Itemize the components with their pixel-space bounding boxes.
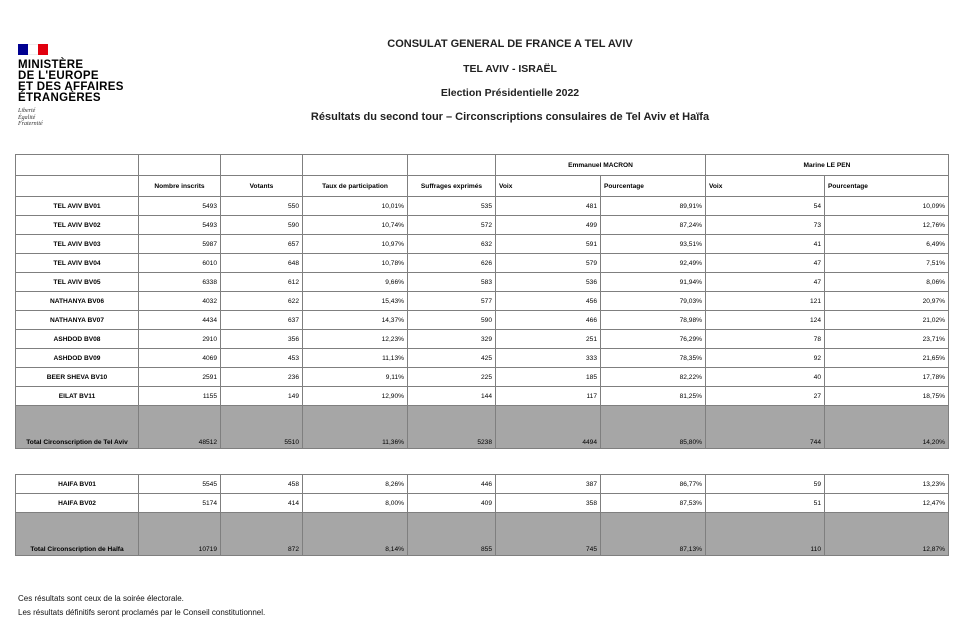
value-cell: 76,29% xyxy=(601,330,706,349)
election-title: Election Présidentielle 2022 xyxy=(440,87,580,99)
value-cell: 18,75% xyxy=(825,387,949,406)
value-cell: 1155 xyxy=(139,387,221,406)
note-evening-results: Ces résultats sont ceux de la soirée électorale. xyxy=(18,594,184,603)
table-row xyxy=(16,330,949,349)
value-cell: 251 xyxy=(496,330,601,349)
value-cell: 577 xyxy=(408,292,496,311)
value-cell: 92 xyxy=(706,349,825,368)
value-cell: 10,74% xyxy=(303,216,408,235)
table-row xyxy=(16,273,949,292)
motto-line: Fraternité xyxy=(18,121,43,127)
ministry-logo xyxy=(18,44,138,128)
french-flag-icon xyxy=(18,44,48,55)
value-cell: 12,90% xyxy=(303,387,408,406)
value-cell: 81,25% xyxy=(601,387,706,406)
ministry-line: ÉTRANGÈRES xyxy=(18,92,101,104)
value-cell: 8,00% xyxy=(303,494,408,513)
value-cell: 87,53% xyxy=(601,494,706,513)
value-cell: 73 xyxy=(706,216,825,235)
polling-station-cell: HAIFA BV02 xyxy=(16,494,139,513)
value-cell: 4494 xyxy=(496,406,601,449)
value-cell: 23,71% xyxy=(825,330,949,349)
value-cell: 79,03% xyxy=(601,292,706,311)
table-row xyxy=(16,311,949,330)
value-cell: 13,23% xyxy=(825,475,949,494)
column-header: Suffrages exprimés xyxy=(408,176,496,197)
column-header: Voix xyxy=(496,176,601,197)
value-cell: 121 xyxy=(706,292,825,311)
value-cell: 612 xyxy=(221,273,303,292)
value-cell: 117 xyxy=(496,387,601,406)
header-empty-cell xyxy=(139,155,221,176)
value-cell: 2910 xyxy=(139,330,221,349)
column-header: Taux de participation xyxy=(303,176,408,197)
value-cell: 40 xyxy=(706,368,825,387)
value-cell: 329 xyxy=(408,330,496,349)
value-cell: 8,14% xyxy=(303,513,408,556)
note-final-results: Les résultats définitifs seront proclamés par le Conseil constitutionnel. xyxy=(18,608,266,617)
value-cell: 21,65% xyxy=(825,349,949,368)
haifa-results-table xyxy=(15,474,949,556)
value-cell: 745 xyxy=(496,513,601,556)
value-cell: 572 xyxy=(408,216,496,235)
table-row xyxy=(16,292,949,311)
value-cell: 855 xyxy=(408,513,496,556)
table-row xyxy=(16,475,949,494)
total-row xyxy=(16,406,949,449)
polling-station-cell: NATHANYA BV06 xyxy=(16,292,139,311)
polling-station-cell: HAIFA BV01 xyxy=(16,475,139,494)
value-cell: 744 xyxy=(706,406,825,449)
value-cell: 5238 xyxy=(408,406,496,449)
total-row xyxy=(16,513,949,556)
value-cell: 550 xyxy=(221,197,303,216)
value-cell: 6010 xyxy=(139,254,221,273)
value-cell: 86,77% xyxy=(601,475,706,494)
value-cell: 466 xyxy=(496,311,601,330)
value-cell: 626 xyxy=(408,254,496,273)
value-cell: 20,97% xyxy=(825,292,949,311)
value-cell: 2591 xyxy=(139,368,221,387)
value-cell: 17,78% xyxy=(825,368,949,387)
header-empty-cell xyxy=(16,155,139,176)
value-cell: 82,22% xyxy=(601,368,706,387)
value-cell: 10,09% xyxy=(825,197,949,216)
table-row xyxy=(16,197,949,216)
value-cell: 14,37% xyxy=(303,311,408,330)
value-cell: 356 xyxy=(221,330,303,349)
value-cell: 59 xyxy=(706,475,825,494)
results-title: Résultats du second tour – Circonscriptions consulaires de Tel Aviv et Haïfa xyxy=(310,111,710,123)
column-header: Nombre inscrits xyxy=(139,176,221,197)
value-cell: 110 xyxy=(706,513,825,556)
value-cell: 5545 xyxy=(139,475,221,494)
polling-station-cell: ASHDOD BV09 xyxy=(16,349,139,368)
header-empty-cell xyxy=(16,176,139,197)
value-cell: 8,06% xyxy=(825,273,949,292)
value-cell: 4069 xyxy=(139,349,221,368)
value-cell: 637 xyxy=(221,311,303,330)
value-cell: 124 xyxy=(706,311,825,330)
ministry-line: DE L'EUROPE xyxy=(18,70,99,82)
value-cell: 591 xyxy=(496,235,601,254)
value-cell: 6338 xyxy=(139,273,221,292)
polling-station-cell: TEL AVIV BV03 xyxy=(16,235,139,254)
value-cell: 579 xyxy=(496,254,601,273)
value-cell: 15,43% xyxy=(303,292,408,311)
column-header: Voix xyxy=(706,176,825,197)
table-row xyxy=(16,216,949,235)
candidate-header-macron: Emmanuel MACRON xyxy=(496,155,706,176)
polling-station-cell: ASHDOD BV08 xyxy=(16,330,139,349)
value-cell: 409 xyxy=(408,494,496,513)
value-cell: 144 xyxy=(408,387,496,406)
value-cell: 87,13% xyxy=(601,513,706,556)
ministry-name xyxy=(18,60,138,104)
value-cell: 358 xyxy=(496,494,601,513)
value-cell: 5174 xyxy=(139,494,221,513)
value-cell: 48512 xyxy=(139,406,221,449)
polling-station-cell: TEL AVIV BV02 xyxy=(16,216,139,235)
value-cell: 41 xyxy=(706,235,825,254)
value-cell: 446 xyxy=(408,475,496,494)
value-cell: 9,11% xyxy=(303,368,408,387)
location-title: TEL AVIV - ISRAËL xyxy=(463,63,557,75)
consulate-title: CONSULAT GENERAL DE FRANCE A TEL AVIV xyxy=(387,38,633,50)
table-row xyxy=(16,235,949,254)
polling-station-cell: EILAT BV11 xyxy=(16,387,139,406)
value-cell: 12,23% xyxy=(303,330,408,349)
value-cell: 10719 xyxy=(139,513,221,556)
value-cell: 8,26% xyxy=(303,475,408,494)
table-row xyxy=(16,349,949,368)
value-cell: 10,78% xyxy=(303,254,408,273)
value-cell: 499 xyxy=(496,216,601,235)
ministry-line: ET DES AFFAIRES xyxy=(18,81,124,93)
value-cell: 425 xyxy=(408,349,496,368)
value-cell: 78 xyxy=(706,330,825,349)
value-cell: 10,97% xyxy=(303,235,408,254)
value-cell: 27 xyxy=(706,387,825,406)
header-empty-cell xyxy=(221,155,303,176)
motto-line: Égalité xyxy=(18,114,36,121)
value-cell: 12,47% xyxy=(825,494,949,513)
value-cell: 414 xyxy=(221,494,303,513)
polling-station-cell: TEL AVIV BV05 xyxy=(16,273,139,292)
value-cell: 5493 xyxy=(139,216,221,235)
value-cell: 590 xyxy=(221,216,303,235)
value-cell: 7,51% xyxy=(825,254,949,273)
header-empty-cell xyxy=(303,155,408,176)
value-cell: 12,87% xyxy=(825,513,949,556)
value-cell: 9,66% xyxy=(303,273,408,292)
candidate-header-row xyxy=(16,155,949,176)
value-cell: 78,35% xyxy=(601,349,706,368)
value-cell: 236 xyxy=(221,368,303,387)
candidate-header-le-pen: Marine LE PEN xyxy=(706,155,949,176)
value-cell: 51 xyxy=(706,494,825,513)
value-cell: 453 xyxy=(221,349,303,368)
value-cell: 481 xyxy=(496,197,601,216)
table-row xyxy=(16,254,949,273)
value-cell: 590 xyxy=(408,311,496,330)
header-empty-cell xyxy=(408,155,496,176)
value-cell: 387 xyxy=(496,475,601,494)
value-cell: 54 xyxy=(706,197,825,216)
value-cell: 10,01% xyxy=(303,197,408,216)
polling-station-cell: Total Circonscription de Haïfa xyxy=(16,513,139,556)
ministry-line: MINISTÈRE xyxy=(18,59,84,71)
polling-station-cell: NATHANYA BV07 xyxy=(16,311,139,330)
value-cell: 11,13% xyxy=(303,349,408,368)
column-header: Pourcentage xyxy=(825,176,949,197)
value-cell: 87,24% xyxy=(601,216,706,235)
polling-station-cell: TEL AVIV BV04 xyxy=(16,254,139,273)
value-cell: 225 xyxy=(408,368,496,387)
tel-aviv-results-table xyxy=(15,154,949,449)
value-cell: 4032 xyxy=(139,292,221,311)
value-cell: 622 xyxy=(221,292,303,311)
motto-line: Liberté xyxy=(18,108,36,114)
value-cell: 583 xyxy=(408,273,496,292)
value-cell: 5987 xyxy=(139,235,221,254)
polling-station-cell: Total Circonscription de Tel Aviv xyxy=(16,406,139,449)
value-cell: 91,94% xyxy=(601,273,706,292)
value-cell: 185 xyxy=(496,368,601,387)
value-cell: 535 xyxy=(408,197,496,216)
column-header: Votants xyxy=(221,176,303,197)
polling-station-cell: BEER SHEVA BV10 xyxy=(16,368,139,387)
polling-station-cell: TEL AVIV BV01 xyxy=(16,197,139,216)
table-row xyxy=(16,494,949,513)
value-cell: 47 xyxy=(706,273,825,292)
value-cell: 78,98% xyxy=(601,311,706,330)
value-cell: 536 xyxy=(496,273,601,292)
value-cell: 6,49% xyxy=(825,235,949,254)
value-cell: 657 xyxy=(221,235,303,254)
value-cell: 456 xyxy=(496,292,601,311)
value-cell: 12,76% xyxy=(825,216,949,235)
value-cell: 93,51% xyxy=(601,235,706,254)
value-cell: 89,91% xyxy=(601,197,706,216)
value-cell: 92,49% xyxy=(601,254,706,273)
value-cell: 14,20% xyxy=(825,406,949,449)
value-cell: 4434 xyxy=(139,311,221,330)
value-cell: 11,36% xyxy=(303,406,408,449)
value-cell: 21,02% xyxy=(825,311,949,330)
value-cell: 458 xyxy=(221,475,303,494)
value-cell: 5493 xyxy=(139,197,221,216)
republic-motto xyxy=(18,108,138,128)
column-header-row xyxy=(16,176,949,197)
table-row xyxy=(16,387,949,406)
value-cell: 85,80% xyxy=(601,406,706,449)
value-cell: 149 xyxy=(221,387,303,406)
value-cell: 5510 xyxy=(221,406,303,449)
value-cell: 648 xyxy=(221,254,303,273)
value-cell: 632 xyxy=(408,235,496,254)
value-cell: 47 xyxy=(706,254,825,273)
value-cell: 872 xyxy=(221,513,303,556)
value-cell: 333 xyxy=(496,349,601,368)
column-header: Pourcentage xyxy=(601,176,706,197)
table-row xyxy=(16,368,949,387)
